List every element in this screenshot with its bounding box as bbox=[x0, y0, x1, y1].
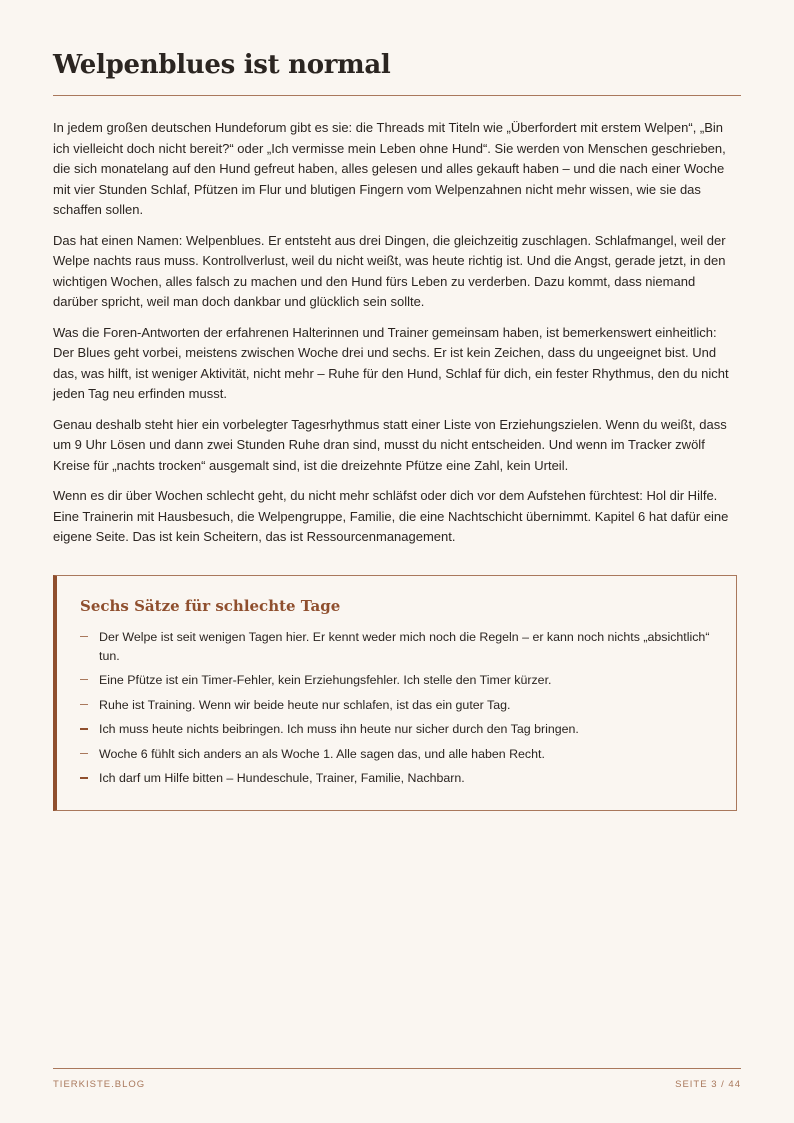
callout-list bbox=[80, 628, 710, 794]
list-item-text: Ich muss heute nichts beibringen. Ich muss ihn heute nur sicher durch den Tag bringen. bbox=[99, 722, 579, 736]
dash-bullet-icon bbox=[80, 728, 88, 730]
paragraph-3: Was die Foren-Antworten der erfahrenen Halterinnen und Trainer gemeinsam haben, ist bemerkenswert einheitlich: Der Blues geht vorbei, meistens zwischen Woche drei und sechs. Er ist kein Zeichen, dass du ungeeignet bist. Und das, was hilft, ist weniger Aktivität, nicht mehr – Ruhe für den Hund, Schlaf für dich, ein fester Rhythmus, den du nicht jeden Tag neu erfinden musst. bbox=[53, 324, 729, 401]
list-item-text: Woche 6 fühlt sich anders an als Woche 1. Alle sagen das, und alle haben Recht. bbox=[99, 746, 545, 761]
callout-title: Sechs Sätze für schlechte Tage bbox=[80, 597, 341, 615]
list-item-text: Der Welpe ist seit wenigen Tagen hier. Er kennt weder mich noch die Regeln – er kann noch nichts „absichtlich“ tun. bbox=[99, 630, 710, 663]
dash-bullet-icon bbox=[80, 753, 88, 754]
list-item bbox=[80, 769, 710, 788]
dash-bullet-icon bbox=[80, 636, 88, 637]
list-item bbox=[80, 696, 710, 715]
footer-divider bbox=[53, 1068, 741, 1069]
dash-bullet-icon bbox=[80, 679, 88, 680]
paragraph-4: Genau deshalb steht hier ein vorbelegter Tagesrhythmus statt einer Liste von Erziehungszielen. Wenn du weißt, dass um 9 Uhr Lösen und dann zwei Stunden Ruhe dran sind, musst du nicht entscheiden. Und wenn im Tracker zwölf Kreise für „nachts trocken“ ausgemalt sind, ist die dreizehnte Pfütze eine Zahl, kein Urteil. bbox=[53, 416, 727, 473]
list-item bbox=[80, 628, 710, 665]
list-item bbox=[80, 671, 710, 690]
footer-page-number: SEITE 3 / 44 bbox=[675, 1079, 741, 1090]
footer-site-name: TIERKISTE.BLOG bbox=[53, 1079, 146, 1090]
page-title: Welpenblues ist normal bbox=[53, 50, 391, 80]
callout-box bbox=[53, 575, 737, 811]
paragraph-1: In jedem großen deutschen Hundeforum gibt es sie: die Threads mit Titeln wie „Überfordert mit erstem Welpen“, „Bin ich vielleicht doch nicht bereit?“ oder „Ich vermisse mein Leben ohne Hund“. Sie werden von Menschen geschrieben, die sich monatelang auf den Hund gefreut haben, alles gelesen und alles gekauft haben – und die nach einer Woche mit vier Stunden Schlaf, Pfützen im Flur und blutigen Fingern vom Welpenzahnen nicht mehr wissen, wie sie das schaffen sollen. bbox=[53, 120, 726, 217]
list-item-text: Eine Pfütze ist ein Timer-Fehler, kein Erziehungsfehler. Ich stelle den Timer kürzer. bbox=[99, 673, 552, 687]
list-item bbox=[80, 745, 710, 764]
paragraph-2: Das hat einen Namen: Welpenblues. Er entsteht aus drei Dingen, die gleichzeitig zuschlagen. Schlafmangel, weil der Welpe nachts raus muss. Kontrollverlust, weil du nicht weißt, was heute richtig ist. Und die Angst, gerade jetzt, in den wichtigen Wochen, alles falsch zu machen und den Hund fürs Leben zu verderben. Dazu kommt, dass niemand darüber spricht, weil man doch dankbar und glücklich sein sollte. bbox=[53, 232, 726, 309]
title-divider bbox=[53, 95, 741, 96]
list-item-text: Ruhe ist Training. Wenn wir beide heute nur schlafen, ist das ein guter Tag. bbox=[99, 697, 511, 712]
dash-bullet-icon bbox=[80, 704, 88, 705]
paragraph-5: Wenn es dir über Wochen schlecht geht, du nicht mehr schläfst oder dich vor dem Aufstehen fürchtest: Hol dir Hilfe. Eine Trainerin mit Hausbesuch, die Welpengruppe, Familie, die eine Nachtschicht übernimmt. Kapitel 6 hat dafür eine eigene Seite. Das ist kein Scheitern, das ist Ressourcenmanagement. bbox=[53, 488, 729, 544]
dash-bullet-icon bbox=[80, 777, 88, 779]
list-item-text: Ich darf um Hilfe bitten – Hundeschule, Trainer, Familie, Nachbarn. bbox=[99, 771, 465, 785]
list-item bbox=[80, 720, 710, 739]
article-body bbox=[53, 118, 741, 558]
